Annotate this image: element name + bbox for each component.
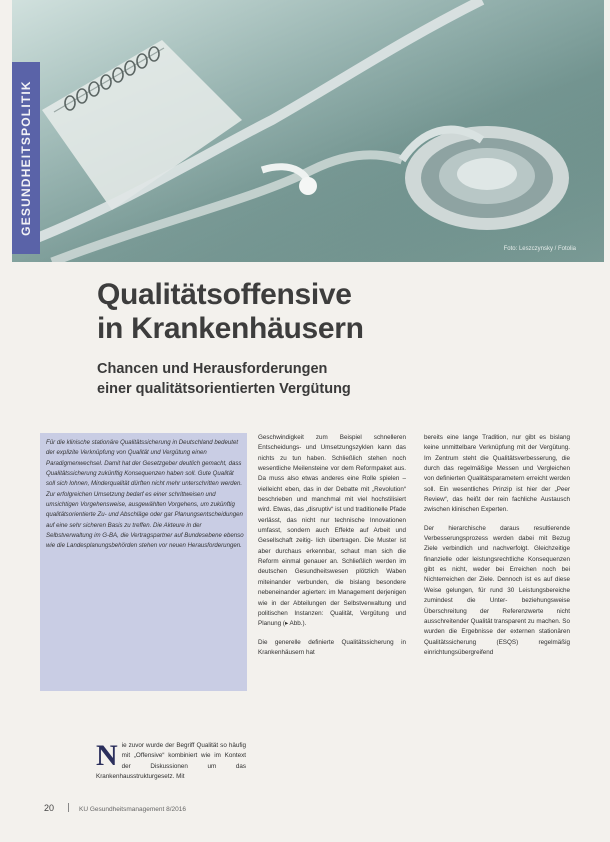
body-column-2 bbox=[258, 433, 406, 666]
body-column-1 bbox=[96, 741, 246, 790]
article-subtitle bbox=[97, 359, 351, 399]
footer-divider bbox=[68, 803, 69, 812]
title-line-2: in Krankenhäusern bbox=[97, 312, 364, 345]
hero-photo-stethoscope bbox=[12, 0, 604, 262]
col2-paragraph-1: Geschwindigkeit zum Beispiel schnelleren Entscheidungs- und Umsetzungszyklen kann das nichts zu tun haben. Schließlich stehen noch wesentliche Meilensteine vor dem Reformpaket aus. Da muss also etwas anderes eine Rolle spielen – vielleicht eben, das in der Debatte mit „Revolution“ beschrieben und manchmal mit viel hochstilisiert wird. Etwas, das „disruptiv“ ist und traditionelle Pfade verlässt, das nicht nur technische Innovationen umfasst, sondern auch Effekte auf Arbeit und Gesellschaft zeitig- lich übertragen. Die Muster ist aber durchaus erkennbar, schaut man sich die Reform einmal genauer an. Schließlich werden im deutschen Gesundheitswesen plötzlich Waben miteinander verbunden, die bislang besondere nebeneinander agierten: im Management derjenigen wie in der Abteilungen der Selbstverwaltung und politischen Instanzen: Qualität, Vergütung und Planung (▸ Abb.). bbox=[258, 434, 406, 628]
subtitle-line-1: Chancen und Herausforderungen bbox=[97, 361, 328, 377]
section-label-text: GESUNDHEITSPOLITIK bbox=[19, 80, 33, 236]
drop-cap: N bbox=[96, 739, 118, 772]
photo-credit: Foto: Leszczynsky / Fotolia bbox=[503, 246, 576, 252]
col3-paragraph-1: bereits eine lange Tradition, nur gibt es bislang keine unmittelbare Verknüpfung mit der Vergütung. Im Zentrum steht die Qualitätsverbesserung, die durch das regelmäßige Messen und Vergleichen von definierten Qualitätsparametern erreicht werden soll. Ein wesentliches Prinzip ist hier der „Peer Review“, das heißt der rein fachliche Austausch zwischen klinischen Experten. bbox=[424, 434, 570, 514]
article-title bbox=[97, 278, 364, 346]
intro-text: Für die klinische stationäre Qualitätssicherung in Deutschland bedeutet der explizite Verknüpfung von Qualität und Vergütung einen Paradigmenwechsel. Damit hat der Gesetzgeber deutlich gemacht, dass Qualitätssicherung zukünftig Konsequenzen haben soll. Gute Qualität soll sich lohnen, Minderqualität dürften nicht mehr unterschritten werden. Zur erfolgreichen Umsetzung bedarf es einer schrittweisen und umsichtigen Vorgehensweise, ausgewählten Vorgehens, um zukünftig qualitätsorientierte Zu- und Abschläge oder gar Planungsentscheidungen auf eine sehr sicheren Basis zu treffen. Die Akteure in der Selbstverwaltung im G-BA, die Vertragspartner auf Bundesebene ebenso wie die Landesplanungsbehörden stehen vor neuen Herausforderungen. bbox=[46, 439, 244, 550]
title-line-1: Qualitätsoffensive bbox=[97, 278, 352, 311]
col1-paragraph-1: ie zuvor wurde der Begriff Qualität so häufig mit „Offensive“ kombiniert wie im Kontext der Diskussionen um das Krankenhausstrukturgesetz. Mit bbox=[96, 742, 246, 781]
col2-paragraph-2: Die generelle definierte Qualitätssicherung in Krankenhäusern hat bbox=[258, 638, 406, 656]
section-label bbox=[12, 62, 40, 254]
col3-paragraph-2: Der hierarchische daraus resultierende Verbesserungsprozess werden dabei mit Bezug Ziele verbindlich und nachverfolgt. Gleichzeitige finanzielle oder leistungsrechtliche Konsequenzen gibt es nicht, weder bei Erreichen noch bei Nichterreichen der Ziele. Dennoch ist es auf diese Weise gelungen, für rund 30 Leistungsbereiche zumindest die Unter- beziehungsweise Überschreitung der Referenzwerte nicht ausschreitender Qualität transparent zu machen. So wurden die Ergebnisse der externen stationären Qualitätssicherung (ESQS) regelmäßig einrichtungsübergreifend bbox=[424, 524, 570, 656]
page-number: 20 bbox=[44, 803, 55, 813]
stethoscope-illustration bbox=[12, 0, 604, 262]
journal-name: KU Gesundheitsmanagement 8/2016 bbox=[79, 806, 186, 813]
body-column-3 bbox=[424, 433, 570, 666]
page-footer bbox=[44, 803, 186, 813]
subtitle-line-2: einer qualitätsorientierten Vergütung bbox=[97, 381, 351, 397]
